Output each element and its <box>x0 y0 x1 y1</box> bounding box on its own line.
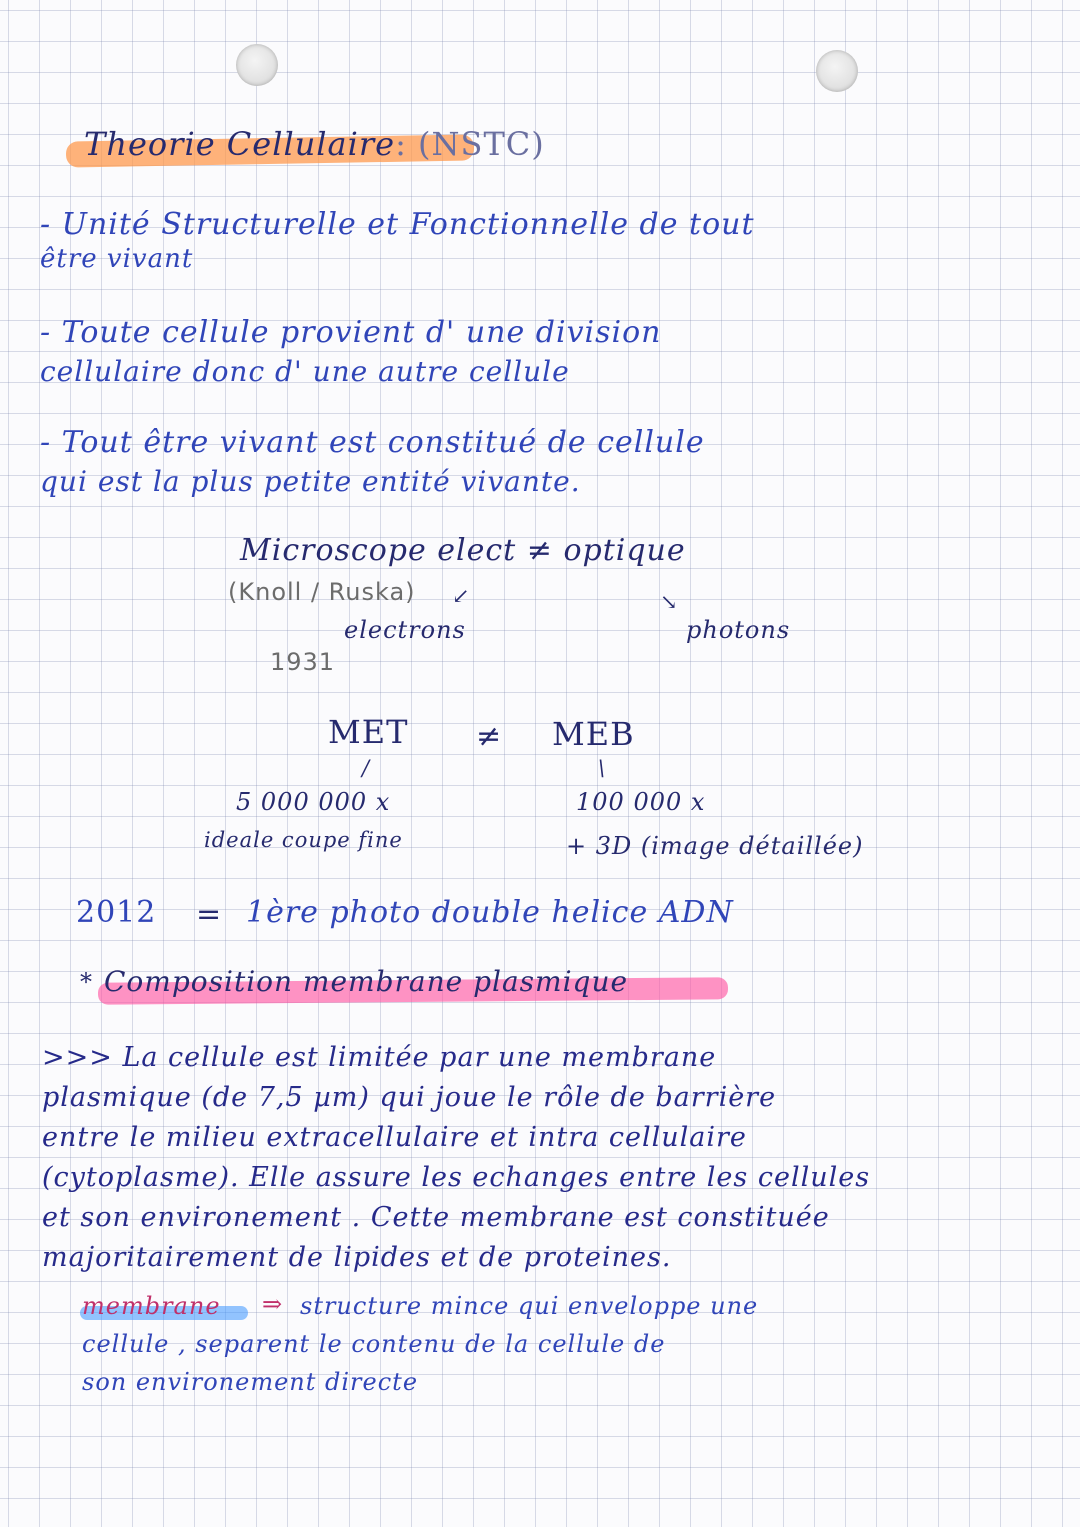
photons-label: photons <box>686 616 791 644</box>
point-1-line-1: - Unité Structurelle et Fonctionnelle de tout <box>40 207 755 242</box>
paragraph-line: et son environement . Cette membrane est constituée <box>42 1202 830 1233</box>
punch-hole-right <box>816 50 858 92</box>
punch-hole-left <box>236 44 278 86</box>
title-suffix: : (NSTC) <box>395 125 545 163</box>
paragraph <box>42 1038 1052 1278</box>
page-title <box>84 125 545 163</box>
meb-tick-icon: \ <box>598 756 607 780</box>
definition-line-2: cellule , separent le contenu de la cellule de <box>82 1330 666 1358</box>
section-bullet: * <box>80 968 93 996</box>
meb-note: + 3D (image détaillée) <box>566 832 864 860</box>
point-2-line-1: - Toute cellule provient d' une division <box>40 315 662 350</box>
point-3-line-2: qui est la plus petite entité vivante. <box>40 465 581 498</box>
point-3-line-1: - Tout être vivant est constitué de cellule <box>40 425 705 460</box>
point-2-line-2: cellulaire donc d' une autre cellule <box>40 355 570 388</box>
paragraph-line: plasmique (de 7,5 µm) qui joue le rôle de barrière <box>42 1082 777 1113</box>
photo-eq: = <box>196 897 223 932</box>
section-title: Composition membrane plasmique <box>104 965 629 998</box>
met-tick-icon: / <box>362 756 371 780</box>
neq-symbol: ≠ <box>476 719 503 754</box>
meb-magnification: 100 000 x <box>576 788 706 816</box>
met-label: MET <box>328 713 409 751</box>
microscope-year: 1931 <box>270 648 336 676</box>
paragraph-line: (cytoplasme). Elle assure les echanges entre les cellules <box>42 1162 871 1193</box>
photo-text: 1ère photo double helice ADN <box>246 895 734 930</box>
paragraph-line: entre le milieu extracellulaire et intra cellulaire <box>42 1122 747 1153</box>
paragraph-line: majoritairement de lipides et de proteines. <box>42 1242 672 1273</box>
point-1-line-2: être vivant <box>40 244 194 274</box>
paragraph-line: >>> La cellule est limitée par une membrane <box>42 1042 717 1073</box>
electrons-label: electrons <box>344 616 466 644</box>
met-magnification: 5 000 000 x <box>236 788 391 816</box>
arrow-electrons-icon: ↙ <box>452 584 471 608</box>
definition-term: membrane <box>82 1292 221 1320</box>
definition-arrow-icon: ⇒ <box>262 1290 284 1318</box>
photo-year: 2012 <box>76 895 157 930</box>
microscope-heading: Microscope elect ≠ optique <box>240 533 686 568</box>
definition-line-3: son environement directe <box>82 1368 419 1396</box>
arrow-photons-icon: ↘ <box>660 590 679 614</box>
definition-line-1: structure mince qui enveloppe une <box>300 1292 759 1320</box>
met-note: ideale coupe fine <box>204 828 403 852</box>
meb-label: MEB <box>552 715 635 753</box>
title-text: Theorie Cellulaire <box>84 125 396 163</box>
microscope-inventors: (Knoll / Ruska) <box>228 578 416 606</box>
